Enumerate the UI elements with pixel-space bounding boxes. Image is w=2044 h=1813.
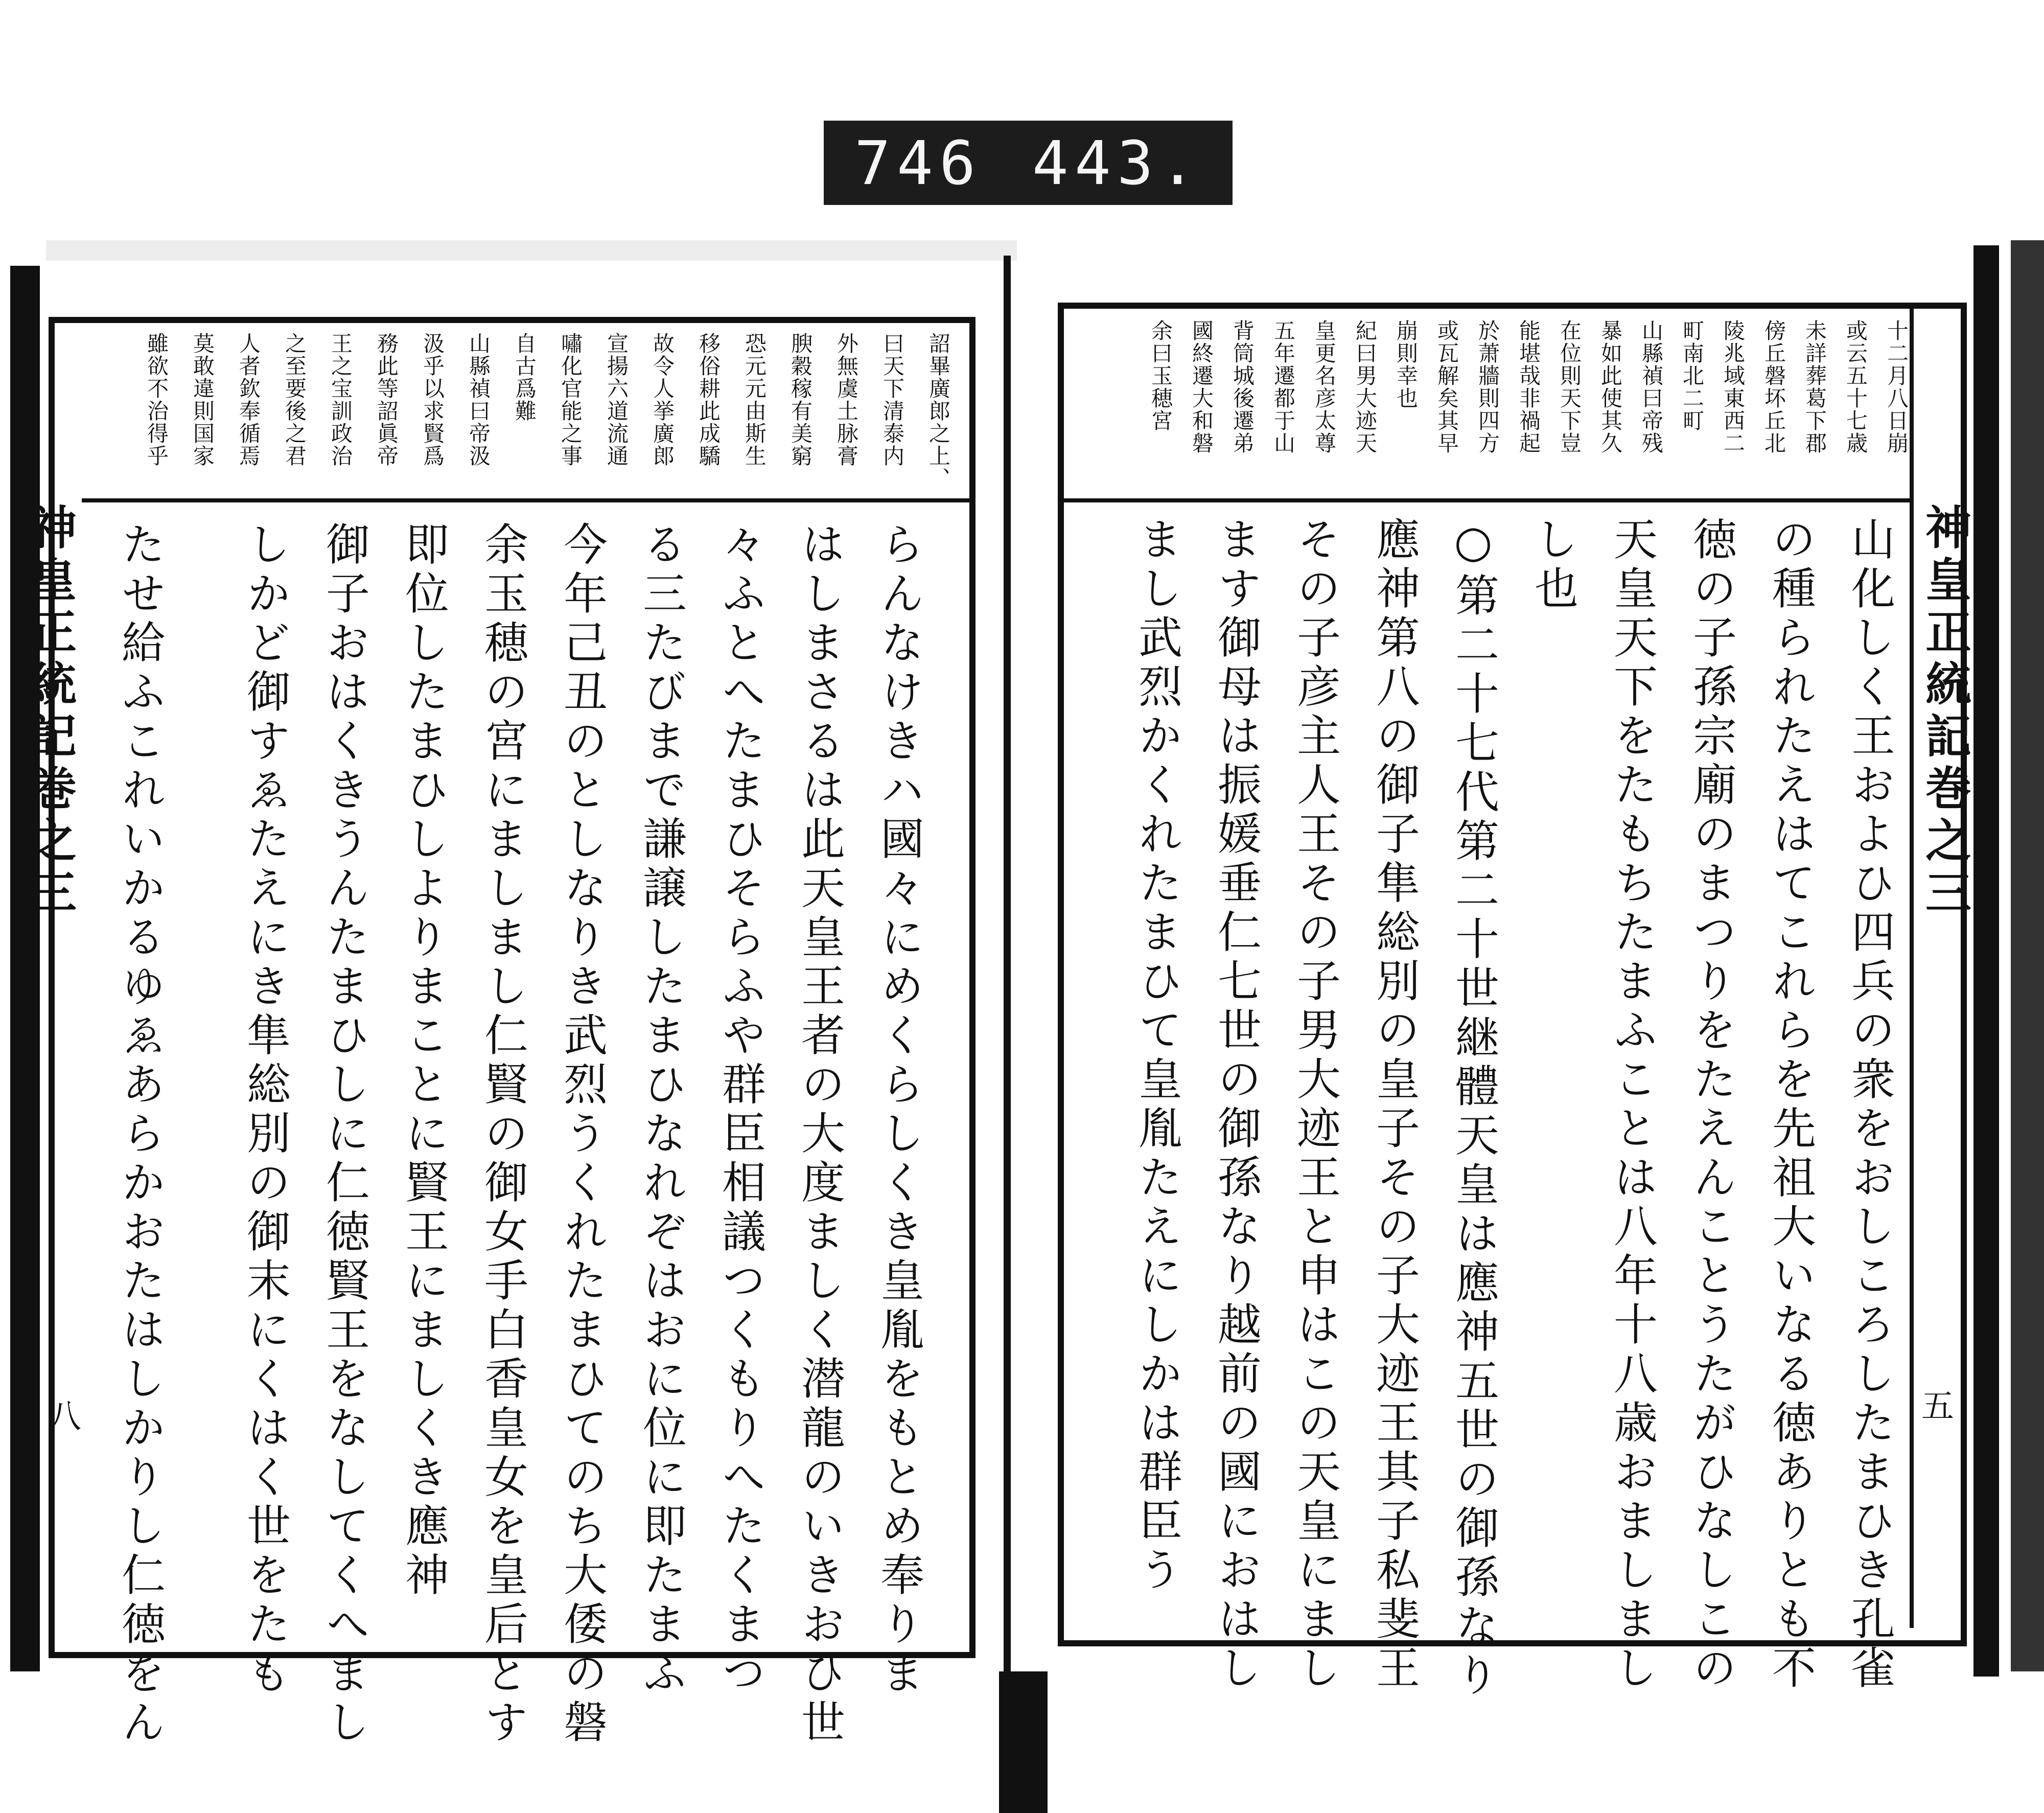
left-body-line: たせ給ふこれいかるゆゑあらかおたはしかりし仁徳をん — [114, 521, 165, 1748]
left-headnote-divider — [82, 498, 969, 502]
right-headnote-line: 崩則幸也 — [1393, 319, 1419, 409]
left-headnote-line: 山縣禎曰帝汲 — [466, 332, 491, 467]
right-headnote-line: 於萧牆則四方 — [1475, 319, 1500, 454]
right-headnote-line: 暴如此使其久 — [1598, 319, 1623, 454]
right-body-line: ます御母は振媛垂仁七世の御孫なり越前の國におはし — [1210, 516, 1261, 1694]
right-headnote-line: 五年遷都于山 — [1271, 319, 1296, 454]
label-right-number: 443. — [1032, 127, 1202, 198]
right-body-line: の種られたえはてこれらを先祖大いなる徳ありとも不 — [1764, 516, 1816, 1694]
right-headnote-line: 能堪哉非禍起 — [1516, 319, 1541, 454]
right-body-line: 天皇天下をたもちたまふことは八年十八歳おましまし — [1606, 516, 1657, 1694]
left-body-line: 御子おはくきうんたまひしに仁徳賢王をなしてくへまし — [318, 521, 369, 1748]
left-headnote-line: 人者欽奉循焉 — [236, 332, 261, 467]
left-body-line: 々ふとへたまひそらふや群臣相議つくもりへたくまつ — [714, 521, 765, 1699]
right-body-line: し也 — [1527, 516, 1578, 614]
left-headnote-line: 移俗耕此成驕 — [696, 332, 721, 467]
right-headnote-line: 背筒城後遷弟 — [1230, 319, 1255, 454]
left-body-line: 即位したまひしよりまことに賢王にましくき應神 — [398, 521, 449, 1601]
right-body-line: ○第二十七代第二十世継體天皇は應神五世の御孫なり — [1448, 516, 1499, 1701]
left-body-line: らんなけきハ國々にめくらしくき皇胤をもとめ奉りま — [873, 521, 924, 1699]
right-body-line: まし武烈かくれたまひて皇胤たえにしかは群臣う — [1131, 516, 1182, 1596]
right-headnote-line: 山縣禎曰帝残 — [1639, 319, 1664, 454]
left-headnote-line: 嘯化官能之事 — [558, 332, 583, 467]
left-body-line: 今年己丑のとしなりき武烈うくれたまひてのち大倭の磐 — [556, 521, 607, 1748]
left-headnote-line: 務此等詔眞帝 — [374, 332, 399, 467]
right-headnote-line: 皇更名彦太尊 — [1312, 319, 1337, 454]
left-headnote-line: 故令人挙廣郎 — [650, 332, 675, 467]
right-headnote-line: 國終遷大和磐 — [1189, 319, 1214, 454]
right-headnote-line: 或瓦解矣其早 — [1434, 319, 1459, 454]
left-headnote-line: 之至要後之君 — [282, 332, 307, 467]
left-headnote-line: 恐元元由斯生 — [742, 332, 767, 467]
left-body-line: はしまさるは此天皇王者の大度ましく潜龍のいきおひ世 — [794, 521, 845, 1748]
right-body-line: 山化しく王およひ四兵の衆をおしころしたまひき孔雀 — [1844, 516, 1895, 1694]
right-headnote-line: 或云五十七歳 — [1843, 319, 1868, 454]
label-left-number: 746 — [854, 127, 982, 198]
left-headnote-line: 宣揚六道流通 — [604, 332, 629, 467]
left-headnote-line: 王之宝訓政治 — [328, 332, 353, 467]
left-headnote-line: 詔畢廣郎之上、 — [926, 332, 951, 490]
right-page-title: 神皇正統記巻之三 — [1917, 503, 1971, 921]
right-headnote-line: 陵兆域東西二 — [1721, 319, 1746, 454]
left-headnote-line: 汲乎以求賢爲 — [420, 332, 445, 467]
left-headnote-line: 外無虞土脉膏 — [834, 332, 859, 467]
right-headnote-line: 紀曰男大迹天 — [1353, 319, 1378, 454]
left-page-title: 神皇正統記巻之三 — [22, 503, 77, 921]
right-headnote-line: 未詳葬葛下郡 — [1802, 319, 1827, 454]
right-headnote-line: 町南北二町 — [1680, 319, 1705, 432]
left-body-line: る三たびまで謙譲したまひなれぞはおに位に即たまふ — [635, 521, 686, 1699]
right-body-line: 應神第八の御子隼総別の皇子その子大迹王其子私斐王 — [1368, 516, 1420, 1694]
left-page-folio: 八 — [49, 1398, 81, 1436]
right-page — [1017, 0, 2044, 1813]
right-headnote-line: 余曰玉穂宮 — [1148, 319, 1173, 432]
right-headnote-line: 在位則天下豈 — [1557, 319, 1582, 454]
right-body-line: 徳の子孫宗廟のまつりをたえんことうたがひなしこの — [1685, 516, 1736, 1694]
left-body-line: しかど御すゑたえにき隼総別の御末にくはく世をたも — [239, 521, 290, 1699]
right-title-rule — [1910, 307, 1914, 1628]
right-headnote-divider — [1064, 498, 1910, 502]
left-headnote-line: 雖欲不治得乎 — [144, 332, 169, 467]
right-body-line: その子彦主人王その子男大迹王と申はこの天皇にまし — [1289, 516, 1340, 1694]
right-page-folio: 五 — [1921, 1388, 1954, 1426]
left-body-line: 余玉穂の宮にましまし仁賢の御女手白香皇女を皇后とす — [477, 521, 528, 1748]
left-page — [0, 0, 1017, 1813]
right-headnote-line: 傍丘磐坏丘北 — [1761, 319, 1786, 454]
left-headnote-line: 自古爲難 — [512, 332, 537, 422]
left-headnote-line: 莫敢違則国家 — [190, 332, 215, 467]
left-headnote-line: 腴穀稼有美窮 — [788, 332, 813, 467]
right-headnote-line: 十二月八日崩 — [1884, 319, 1909, 454]
left-headnote-line: 曰天下清泰内 — [880, 332, 905, 467]
right-page-frame — [1058, 303, 1971, 1701]
